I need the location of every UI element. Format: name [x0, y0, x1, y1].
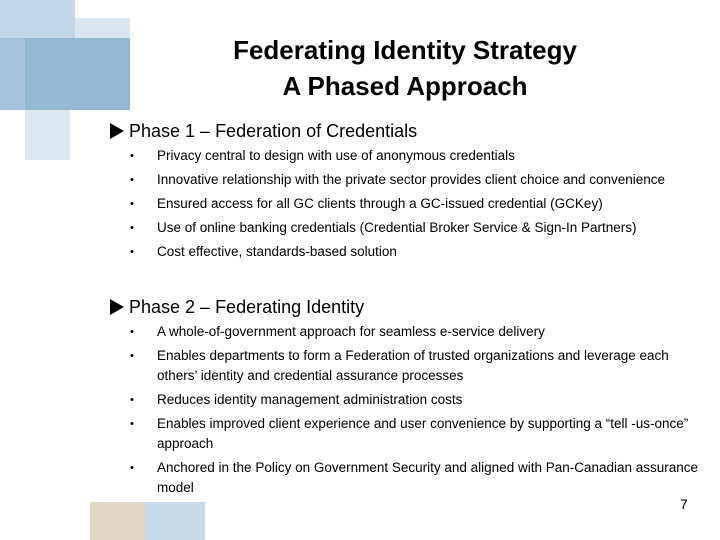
phase-2-bullet-list: [130, 322, 700, 502]
page-number: 7: [680, 496, 688, 512]
bullet-dot-icon: •: [130, 462, 134, 474]
bullet-dot-icon: •: [130, 198, 134, 210]
list-item: [130, 146, 700, 166]
decor-block-mid-blue: [25, 38, 130, 110]
decor-block-left-strip: [0, 38, 25, 110]
list-item-text: Cost effective, standards-based solution: [157, 244, 397, 259]
list-item-text: Innovative relationship with the private sector provides client choice and convenience: [157, 172, 666, 187]
list-item: [130, 346, 700, 386]
list-item: [130, 414, 700, 454]
triangle-bullet-icon: [110, 123, 124, 139]
title-line-2: A Phased Approach: [282, 71, 528, 101]
list-item-text: Enables improved client experience and user convenience by supporting a “tell -us-once” approach: [157, 416, 689, 451]
list-item-text: Privacy central to design with use of anonymous credentials: [157, 148, 515, 163]
bullet-dot-icon: •: [130, 350, 134, 362]
list-item: [130, 458, 700, 498]
decor-block-bottom-blue: [145, 502, 205, 540]
phase-1-heading: [110, 120, 417, 142]
bullet-dot-icon: •: [130, 326, 134, 338]
phase-1-label: Phase 1 – Federation of Credentials: [129, 121, 418, 141]
bullet-dot-icon: •: [130, 246, 134, 258]
list-item-text: Anchored in the Policy on Government Security and aligned with Pan-Canadian assurance model: [157, 460, 699, 495]
decor-block-right-light: [75, 18, 130, 38]
bullet-dot-icon: •: [130, 222, 134, 234]
list-item: [130, 170, 700, 190]
list-item-text: Enables departments to form a Federation of trusted organizations and leverage each others’ identity and credential assurance processes: [157, 348, 669, 383]
list-item: [130, 242, 700, 262]
list-item-text: A whole-of-government approach for seamless e-service delivery: [157, 324, 545, 339]
list-item: [130, 322, 700, 342]
list-item-text: Use of online banking credentials (Credential Broker Service & Sign-In Partners): [157, 220, 637, 235]
list-item: [130, 194, 700, 214]
decor-block-top-left: [0, 0, 75, 38]
phase-1-bullet-list: [130, 146, 700, 266]
bullet-dot-icon: •: [130, 394, 134, 406]
decor-block-bottom-tan: [90, 502, 145, 540]
bullet-dot-icon: •: [130, 418, 134, 430]
bullet-dot-icon: •: [130, 150, 134, 162]
title-line-1: Federating Identity Strategy: [233, 35, 577, 65]
triangle-bullet-icon: [110, 299, 124, 315]
list-item: [130, 218, 700, 238]
phase-2-label: Phase 2 – Federating Identity: [129, 297, 365, 317]
phase-2-heading: [110, 296, 364, 318]
list-item-text: Ensured access for all GC clients through a GC-issued credential (GCKey): [157, 196, 603, 211]
bullet-dot-icon: •: [130, 174, 134, 186]
list-item: [130, 390, 700, 410]
slide-title: [150, 32, 660, 104]
list-item-text: Reduces identity management administration costs: [157, 392, 463, 407]
decor-block-lower: [25, 110, 70, 160]
